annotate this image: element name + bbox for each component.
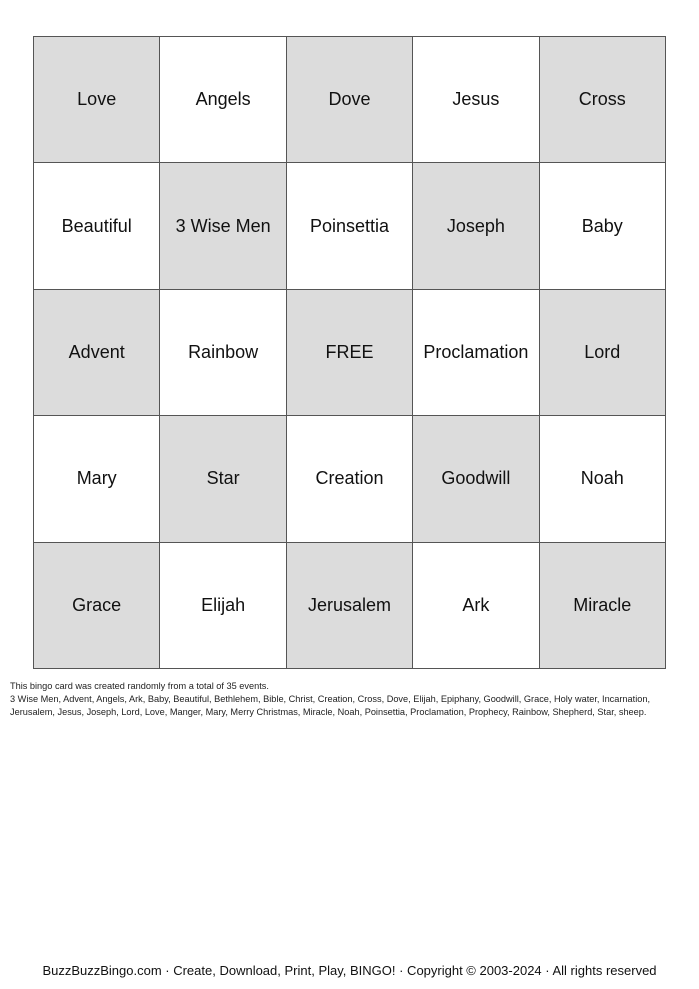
bingo-cell: Lord (540, 290, 666, 416)
bingo-cell: Mary (34, 416, 160, 542)
bingo-cell: Elijah (160, 543, 286, 669)
bingo-cell: Cross (540, 37, 666, 163)
card-notes (10, 680, 690, 719)
bingo-cell-free: FREE (287, 290, 413, 416)
bingo-cell: Grace (34, 543, 160, 669)
bingo-cell: Baby (540, 163, 666, 289)
bingo-cell: Jesus (413, 37, 539, 163)
bingo-cell: Joseph (413, 163, 539, 289)
bingo-cell: Noah (540, 416, 666, 542)
bingo-cell: Angels (160, 37, 286, 163)
bingo-cell: Jerusalem (287, 543, 413, 669)
footer-copyright: BuzzBuzzBingo.com · Create, Download, Print, Play, BINGO! · Copyright © 2003-2024 · All rights reserved (42, 963, 657, 978)
bingo-cell: Star (160, 416, 286, 542)
notes-intro: This bingo card was created randomly from a total of 35 events. (10, 681, 269, 691)
bingo-cell: Proclamation (413, 290, 539, 416)
bingo-card (33, 36, 666, 669)
bingo-cell: 3 Wise Men (160, 163, 286, 289)
bingo-cell: Beautiful (34, 163, 160, 289)
bingo-cell: Rainbow (160, 290, 286, 416)
bingo-cell: Goodwill (413, 416, 539, 542)
bingo-cell: Poinsettia (287, 163, 413, 289)
bingo-cell: Dove (287, 37, 413, 163)
bingo-cell: Ark (413, 543, 539, 669)
bingo-cell: Advent (34, 290, 160, 416)
events-list-line-1: 3 Wise Men, Advent, Angels, Ark, Baby, Beautiful, Bethlehem, Bible, Christ, Creation, Cross, Dove, Elijah, Epiphany, Goodwill, Grace, Holy water, Incarnation, (10, 694, 651, 704)
events-list-line-2: Jerusalem, Jesus, Joseph, Lord, Love, Manger, Mary, Merry Christmas, Miracle, Noah, Poinsettia, Proclamation, Prophecy, Rainbow, Shepherd, Star, sheep. (10, 707, 647, 717)
bingo-cell: Creation (287, 416, 413, 542)
bingo-cell: Love (34, 37, 160, 163)
bingo-cell: Miracle (540, 543, 666, 669)
